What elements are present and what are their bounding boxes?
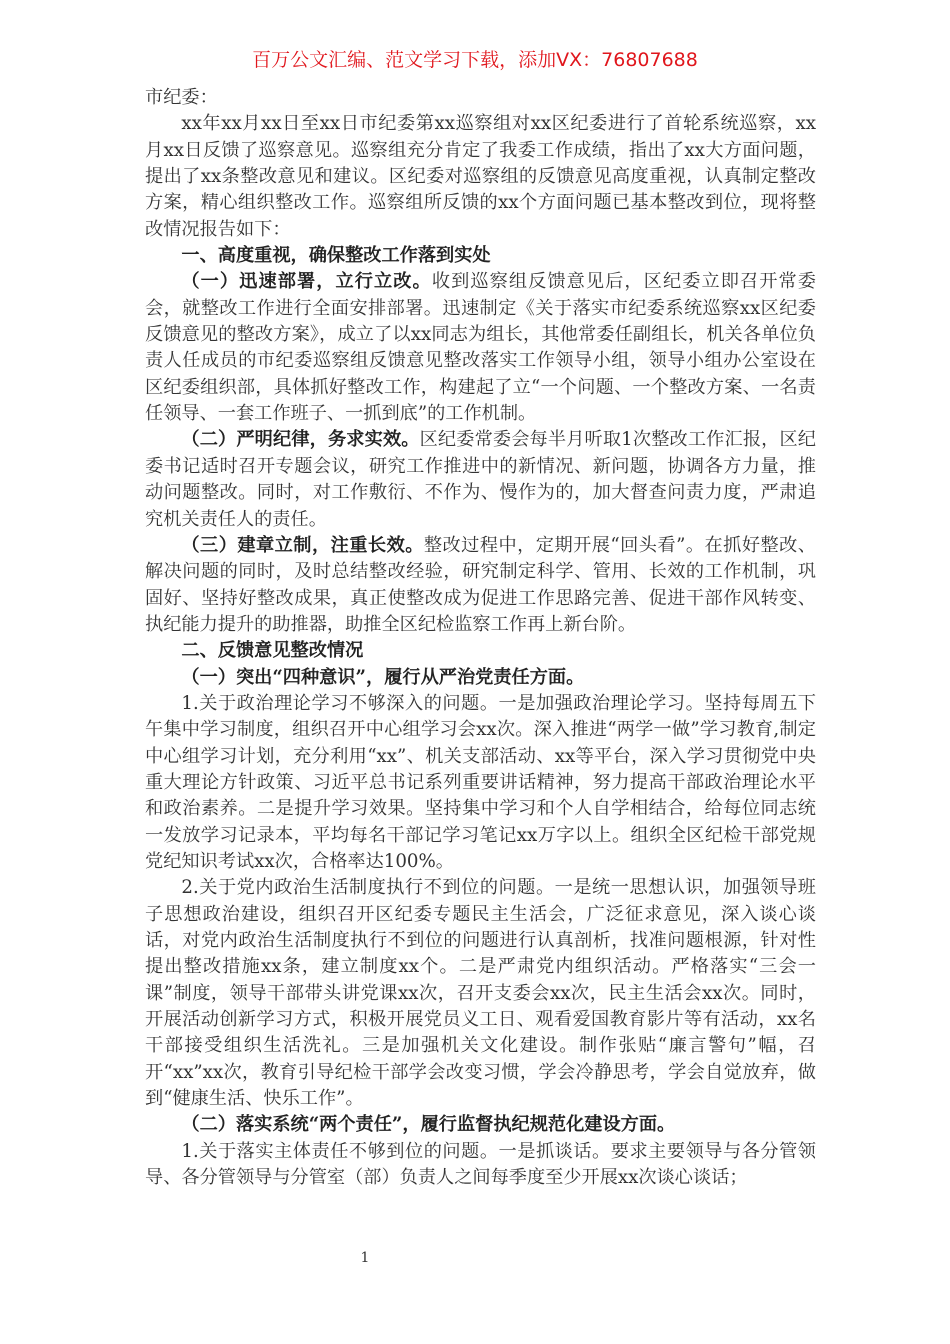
paragraph-text: 区纪委常委会每半月听取1次整改工作汇报，区纪委书记适时召开专题会议，研究工作推进中的新情况、新问题，协调各方力量，推动问题整改。同时，对工作敷衍、不作为、慢作为的，加大督查问责力度，严肃追究机关责任人的责任。 [145, 429, 816, 530]
paragraph-text: 2.关于党内政治生活制度执行不到位的问题。一是统一思想认识，加强领导班子思想政治建设，组织召开区纪委专题民主生活会，广泛征求意见，深入谈心谈话，对党内政治生活制度执行不到位的问题进行认真剖析，找准问题根源，针对性提出整改措施xx条，建立制度xx个。二是严肃党内组织活动。严格落实“三会一课”制度，领导干部带头讲党课xx次，召开支委会xx次，民主生活会xx次。同时，开展活动创新学习方式，积极开展党员义工日、观看爱国教育影片等有活动，xx名干部接受组织生活洗礼。三是加强机关文化建设。制作张贴“廉言警句”幅，召开“xx”xx次，教育引导纪检干部学会改变习惯，学会冷静思考，学会自觉放弃，做到“健康生活、快乐工作”。 [145, 877, 816, 1110]
paragraph-text: 收到巡察组反馈意见后，区纪委立即召开常委会，就整改工作进行全面安排部署。迅速制定《关于落实市纪委系统巡察xx区纪委反馈意见的整改方案》，成立了以xx同志为组长，其他常委任副组长，机关各单位负责人任成员的市纪委巡察组反馈意见整改落实工作领导小组，领导小组办公室设在区纪委组织部，具体抓好整改工作，构建起了立“一个问题、一个整改方案、一名责任领导、一套工作班子、一抓到底”的工作机制。 [145, 271, 816, 425]
section-heading [145, 638, 816, 664]
paragraph-text: xx年xx月xx日至xx日市纪委第xx巡察组对xx区纪委进行了首轮系统巡察，xx月xx日反馈了巡察意见。巡察组充分肯定了我委工作成绩，指出了xx大方面问题，提出了xx条整改意见和建议。区纪委对巡察组的反馈意见高度重视，认真制定整改方案，精心组织整改工作。巡察组所反馈的xx个方面问题已基本整改到位，现将整改情况报告如下： [145, 113, 816, 240]
paragraph [145, 1139, 816, 1192]
paragraph [145, 269, 816, 427]
watermark-banner: 百万公文汇编、范文学习下载，添加VX：76807688 [252, 49, 698, 71]
subsection-heading [145, 665, 816, 691]
paragraph-text: （二）落实系统“两个责任”，履行监督执纪规范化建设方面。 [181, 1114, 676, 1136]
paragraph-text: （一）突出“四种意识”，履行从严治党责任方面。 [181, 666, 585, 688]
section-heading [145, 243, 816, 269]
page-number: 1 [360, 1250, 370, 1266]
paragraph [145, 691, 816, 875]
paragraphs [145, 111, 816, 1191]
document-body [145, 85, 816, 1191]
salutation: 市纪委： [145, 87, 218, 108]
paragraph-text: 1.关于落实主体责任不够到位的问题。一是抓谈话。要求主要领导与各分管领导、各分管领导与分管室（部）负责人之间每季度至少开展xx次谈心谈话； [145, 1140, 816, 1189]
paragraph [145, 875, 816, 1112]
paragraph-lead: （三）建章立制，注重长效。 [181, 534, 424, 556]
paragraph-lead: （一）迅速部署，立行立改。 [181, 271, 432, 293]
paragraph-text: 1.关于政治理论学习不够深入的问题。一是加强政治理论学习。坚持每周五下午集中学习制度，组织召开中心组学习会xx次。深入推进“两学一做”学习教育,制定中心组学习计划，充分利用“xx”、机关支部活动、xx等平台，深入学习贯彻党中央重大理论方针政策、习近平总书记系列重要讲话精神，努力提高干部政治理论水平和政治素养。二是提升学习效果。坚持集中学习和个人自学相结合，给每位同志统一发放学习记录本，平均每名干部记学习笔记xx万字以上。组织全区纪检干部党规党纪知识考试xx次，合格率达100%。 [145, 692, 816, 872]
paragraph-lead: （二）严明纪律，务求实效。 [181, 429, 420, 451]
paragraph [145, 111, 816, 243]
paragraph-text: 二、反馈意见整改情况 [181, 640, 364, 662]
paragraph-text: 整改过程中，定期开展“回头看”。在抓好整改、解决问题的同时，及时总结整改经验，研究制定科学、管用、长效的工作机制，巩固好、坚持好整改成果，真正使整改成为促进工作思路完善、促进干部作风转变、执纪能力提升的助推器，助推全区纪检监察工作再上新台阶。 [145, 534, 816, 635]
paragraph [145, 533, 816, 638]
paragraph [145, 427, 816, 532]
subsection-heading [145, 1112, 816, 1138]
paragraph-text: 一、高度重视，确保整改工作落到实处 [181, 245, 491, 267]
